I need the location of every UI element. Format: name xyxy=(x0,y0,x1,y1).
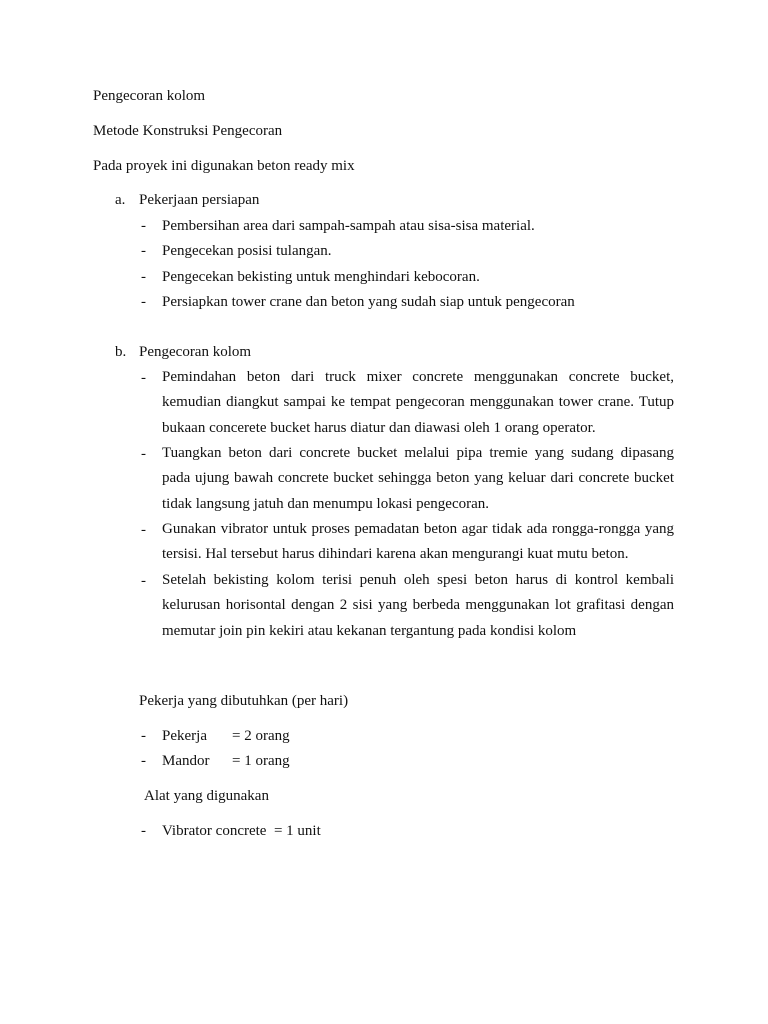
worker-role: Pekerja xyxy=(162,728,207,744)
worker-role: Mandor xyxy=(162,753,210,769)
paragraph-line: kelurusan horisontal dengan 2 sisi yang berbeda menggunakan lot grafitasi dengan xyxy=(162,597,674,614)
list-item: Persiapkan tower crane dan beton yang sudah siap untuk pengecoran xyxy=(162,294,575,310)
paragraph-line: Tuangkan beton dari concrete bucket melalui pipa tremie yang sudang dipasang xyxy=(162,445,674,461)
bullet-dash: - xyxy=(141,243,146,259)
intro-text: Pada proyek ini digunakan beton ready mix xyxy=(93,158,355,174)
list-item: Pembersihan area dari sampah-sampah atau sisa-sisa material. xyxy=(162,218,535,234)
list-item xyxy=(162,517,674,568)
worker-count: = 1 orang xyxy=(232,753,290,769)
document-title: Pengecoran kolom xyxy=(93,88,206,104)
bullet-dash: - xyxy=(141,573,146,589)
list-item xyxy=(162,568,674,644)
section-a-marker: a. xyxy=(115,192,126,208)
bullet-dash: - xyxy=(141,823,146,839)
list-item xyxy=(162,365,674,441)
worker-count: = 2 orang xyxy=(232,728,290,744)
list-item: Pengecekan posisi tulangan. xyxy=(162,243,332,259)
bullet-dash: - xyxy=(141,294,146,310)
bullet-dash: - xyxy=(141,446,146,462)
paragraph-line: tidak langsung jatuh dan menumpu lokasi pengecoran. xyxy=(162,495,490,512)
tool-item: Vibrator concrete = 1 unit xyxy=(162,823,321,839)
bullet-dash: - xyxy=(141,269,146,285)
paragraph-line: Setelah bekisting kolom terisi penuh oleh spesi beton harus di kontrol kembali xyxy=(162,572,674,588)
paragraph-line: pada ujung bawah concrete bucket sehingga beton yang keluar dari concrete bucket xyxy=(162,470,674,487)
section-b-marker: b. xyxy=(115,344,127,360)
paragraph-line: kemudian diangkut sampai ke tempat pengecoran menggunakan tower crane. Tutup xyxy=(162,394,674,411)
section-b-title: Pengecoran kolom xyxy=(139,344,252,360)
bullet-dash: - xyxy=(141,522,146,538)
list-item: Pengecekan bekisting untuk menghindari kebocoran. xyxy=(162,269,480,285)
document-subtitle: Metode Konstruksi Pengecoran xyxy=(93,123,283,139)
paragraph-line: memutar join pin kekiri atau kekanan tergantung pada kondisi kolom xyxy=(162,622,577,639)
workers-heading: Pekerja yang dibutuhkan (per hari) xyxy=(139,693,349,709)
bullet-dash: - xyxy=(141,753,146,769)
section-a-title: Pekerjaan persiapan xyxy=(139,192,260,208)
paragraph-line: Gunakan vibrator untuk proses pemadatan beton agar tidak ada rongga-rongga yang xyxy=(162,521,674,537)
paragraph-line: tersisi. Hal tersebut harus dihindari karena akan mengurangi kuat mutu beton. xyxy=(162,546,629,563)
tools-heading: Alat yang digunakan xyxy=(144,788,269,804)
paragraph-line: bukaan concerete bucket harus diatur dan diawasi oleh 1 orang operator. xyxy=(162,419,596,436)
bullet-dash: - xyxy=(141,728,146,744)
bullet-dash: - xyxy=(141,370,146,386)
list-item xyxy=(162,441,674,517)
paragraph-line: Pemindahan beton dari truck mixer concrete menggunakan concrete bucket, xyxy=(162,369,674,385)
bullet-dash: - xyxy=(141,218,146,234)
